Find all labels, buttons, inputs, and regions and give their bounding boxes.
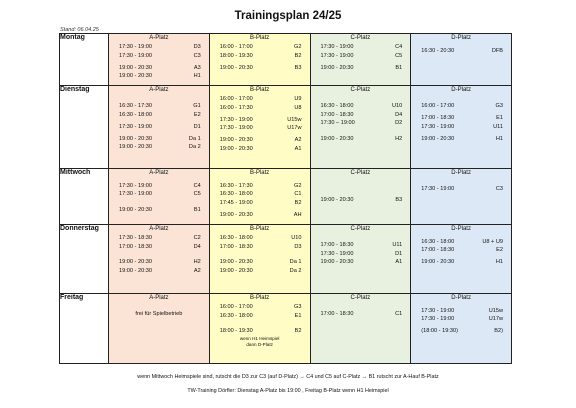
slot-team: DFB — [491, 47, 503, 54]
slot-team: U10 — [291, 235, 302, 241]
cell-c-platz — [310, 34, 411, 86]
slot-time: 19:00 - 20:30 — [421, 135, 455, 142]
training-slot — [109, 72, 209, 81]
training-slot — [210, 124, 310, 133]
field-header: C-Platz — [350, 87, 371, 93]
training-slot — [411, 327, 511, 336]
slot-time: 17:30 - 19:00 — [320, 250, 354, 257]
field-header: A-Platz — [149, 170, 169, 176]
slot-time: 16:30 - 17:30 — [119, 103, 152, 109]
slot-team: B2 — [294, 199, 302, 206]
slot-time: 16:30 - 18:00 — [219, 312, 253, 319]
slot-time: 16:00 - 17:00 — [219, 44, 253, 50]
slot-team: U8 — [294, 104, 302, 111]
training-slot — [210, 104, 310, 113]
slot-time: 17:30 - 19:00 — [119, 52, 152, 59]
cell-d-platz — [411, 86, 512, 169]
slot-team: AH — [293, 211, 302, 218]
slot-team: C2 — [193, 235, 201, 241]
slot-team: H2 — [193, 259, 201, 265]
slot-time: 19:00 - 20:30 — [219, 267, 253, 274]
day-label: Dienstag — [60, 86, 109, 169]
training-slot — [210, 243, 310, 252]
cell-a-platz — [109, 169, 210, 225]
small-note: wenn H1 Heimspiel — [239, 335, 280, 341]
slot-time: 16:30 - 20:30 — [421, 47, 455, 54]
cell-a-platz — [109, 34, 210, 86]
slot-team: D3 — [193, 44, 201, 50]
slot-team: Da 2 — [188, 144, 201, 150]
slot-time: 19:00 - 20:30 — [320, 135, 354, 142]
training-slot — [210, 116, 310, 125]
slot-team: H1 — [495, 135, 503, 142]
slot-team: D2 — [395, 120, 403, 126]
training-slot — [109, 182, 209, 191]
slot-time: 17:00 - 18:30 — [320, 111, 354, 118]
slot-time: 17:30 - 19:00 — [119, 182, 152, 189]
slot-team: C3 — [193, 52, 201, 59]
training-slot — [311, 102, 411, 111]
training-slot — [311, 43, 411, 52]
slot-team: C5 — [395, 52, 403, 59]
cell-a-platz — [109, 294, 210, 364]
training-slot — [311, 310, 411, 319]
slot-time: 17:30 – 19:00 — [320, 120, 355, 126]
slot-time: 18:00 - 19:30 — [219, 328, 253, 334]
training-slot — [210, 182, 310, 191]
cell-c-platz — [310, 86, 411, 169]
cell-a-platz — [109, 225, 210, 294]
cell-c-platz — [310, 294, 411, 364]
slot-team: Da 2 — [289, 267, 302, 274]
training-slot — [210, 64, 310, 73]
training-slot — [109, 123, 209, 132]
training-slot — [109, 102, 209, 111]
training-slot — [109, 52, 209, 61]
slot-time: 17:30 - 19:00 — [219, 125, 253, 131]
slot-team: U15w — [488, 307, 503, 314]
training-slot — [210, 267, 310, 276]
training-slot — [411, 185, 511, 194]
slot-time: 17:30 - 19:00 — [421, 307, 455, 314]
cell-b-platz — [209, 294, 310, 364]
training-slot — [311, 196, 411, 205]
slot-team: D4 — [395, 111, 403, 118]
field-header: B-Platz — [249, 35, 270, 41]
slot-time: 19:00 - 20:30 — [219, 259, 253, 265]
field-header: C-Platz — [350, 226, 371, 232]
slot-team: U11 — [392, 242, 403, 248]
slot-time: 17:30 - 19:00 — [119, 123, 152, 130]
field-header: D-Platz — [451, 170, 471, 176]
slot-team: H1 — [193, 73, 201, 79]
cell-d-platz — [411, 294, 512, 364]
training-slot — [411, 246, 511, 255]
slot-team: U11 — [493, 123, 503, 130]
slot-time: 19:00 - 20:30 — [119, 135, 152, 142]
training-slot — [109, 135, 209, 144]
cell-a-platz — [109, 86, 210, 169]
field-header: A-Platz — [149, 226, 169, 232]
slot-time: 17:30 - 19:00 — [119, 191, 152, 197]
slot-team: B2 — [294, 328, 302, 334]
training-slot — [411, 238, 511, 247]
stand-date: Stand: 06.04.25 — [60, 27, 99, 33]
slot-team: B1 — [193, 206, 201, 213]
training-slot — [109, 143, 209, 152]
training-slot — [411, 47, 511, 56]
field-header: A-Platz — [149, 87, 169, 93]
slot-team: E2 — [193, 111, 201, 118]
training-slot — [210, 327, 310, 336]
field-header: C-Platz — [350, 295, 371, 301]
slot-time: 18:00 - 19:30 — [219, 52, 253, 59]
slot-time: 16:30 - 18:00 — [421, 238, 455, 245]
training-slot — [210, 190, 310, 199]
training-slot — [210, 95, 310, 104]
training-slot — [311, 258, 411, 267]
slot-time: 17:30 - 19:00 — [119, 44, 152, 50]
training-slot — [411, 315, 511, 324]
slot-time: 17:30 - 19:00 — [320, 44, 354, 50]
training-slot — [311, 241, 411, 250]
slot-team: G2 — [294, 182, 302, 189]
slot-team: U9 — [294, 96, 302, 102]
slot-team: D4 — [193, 243, 201, 250]
cell-b-platz — [209, 34, 310, 86]
field-header: B-Platz — [249, 170, 270, 176]
slot-team: B2) — [494, 328, 503, 334]
training-slot — [411, 307, 511, 316]
cell-b-platz — [209, 86, 310, 169]
training-slot — [210, 234, 310, 243]
day-row-dienstag — [60, 86, 512, 169]
slot-time: 17:30 - 19:00 — [421, 186, 455, 192]
slot-time: 17:00 - 18:30 — [219, 243, 253, 250]
training-slot — [311, 135, 411, 144]
slot-time: 17:45 - 19:00 — [219, 199, 253, 206]
field-header: D-Platz — [451, 295, 471, 301]
slot-time: 19:00 - 20:30 — [320, 64, 354, 71]
slot-time: 16:30 - 18:00 — [219, 191, 253, 197]
slot-team: U8 + U9 — [482, 238, 503, 245]
day-label: Montag — [60, 34, 109, 86]
slot-time: 19:00 - 20:30 — [119, 144, 152, 150]
slot-team: A1 — [395, 259, 403, 265]
slot-team: B3 — [294, 64, 302, 71]
training-slot — [210, 303, 310, 312]
training-slot — [210, 136, 310, 145]
slot-team: C4 — [193, 182, 201, 189]
slot-team: C4 — [395, 44, 403, 50]
slot-time: 19:00 - 20:30 — [119, 73, 152, 79]
slot-time: 17:00 - 18:30 — [119, 243, 152, 250]
training-slot — [411, 258, 511, 267]
slot-time: 16:30 - 18:00 — [219, 235, 253, 241]
slot-team: E1 — [294, 312, 302, 319]
training-slot — [311, 250, 411, 259]
slot-time: 17:00 - 18:30 — [320, 242, 354, 248]
day-label: Mittwoch — [60, 169, 109, 225]
training-slot — [210, 145, 310, 154]
slot-time: 19:00 - 20:30 — [219, 145, 253, 152]
slot-team: A1 — [294, 145, 302, 152]
slot-team: C3 — [495, 186, 503, 192]
small-note: dann D-Platz — [246, 342, 273, 347]
day-row-montag — [60, 34, 512, 86]
slot-time: 17:00 - 18:30 — [320, 311, 354, 317]
slot-team: B1 — [395, 64, 403, 71]
training-slot — [311, 111, 411, 120]
slot-time: 19:00 - 20:30 — [320, 196, 354, 203]
slot-time: 19:00 - 20:30 — [219, 137, 253, 143]
slot-time: 17:30 - 19:00 — [320, 52, 354, 59]
slot-team: C1 — [395, 311, 403, 317]
slot-team: Da 1 — [289, 259, 302, 265]
slot-team: A2 — [193, 267, 201, 274]
cell-d-platz — [411, 34, 512, 86]
day-label: Freitag — [60, 294, 109, 364]
footer-note-1: wenn Mittwoch Heimspiele sind, rutscht die D3 zur C3 (auf D-Platz) → C4 und C5 auf C-Platz → B1 rutscht zur A-Hauf B-Platz — [137, 374, 439, 380]
page-title: Trainingsplan 24/25 — [234, 10, 342, 22]
training-slot — [210, 43, 310, 52]
slot-team: C5 — [193, 191, 201, 197]
cell-d-platz — [411, 225, 512, 294]
slot-time: 19:00 - 20:30 — [320, 259, 354, 265]
training-slot — [411, 114, 511, 123]
cell-d-platz — [411, 169, 512, 225]
slot-time: 19:00 - 20:30 — [119, 259, 152, 265]
slot-team: U10 — [391, 103, 403, 109]
cell-b-platz — [209, 169, 310, 225]
slot-team: A2 — [294, 137, 302, 143]
day-row-mittwoch — [60, 169, 512, 225]
slot-team: H1 — [495, 259, 503, 265]
slot-time: 19:00 - 20:30 — [219, 64, 253, 71]
training-slot — [109, 258, 209, 267]
cell-c-platz — [310, 169, 411, 225]
training-slot — [411, 135, 511, 144]
slot-team: G3 — [294, 304, 302, 310]
footer-note-2: TW-Training Dörfler: Dienstag A-Platz bis 19:00 , Freitag B-Platz wenn H1 Heimspiel — [187, 388, 389, 394]
cell-b-platz — [209, 225, 310, 294]
training-slot — [210, 199, 310, 208]
field-header: C-Platz — [350, 35, 371, 41]
slot-time: 16:30 - 17:30 — [219, 182, 253, 189]
day-row-donnerstag — [60, 225, 512, 294]
training-slot — [311, 52, 411, 61]
slot-team: Da 1 — [188, 135, 201, 142]
training-slot — [210, 52, 310, 61]
slot-time: 16:00 - 17:30 — [219, 104, 253, 111]
training-slot — [109, 111, 209, 120]
training-slot — [210, 258, 310, 267]
slot-time: 19:00 - 20:30 — [119, 64, 152, 71]
training-slot — [109, 243, 209, 252]
slot-team: U15w — [287, 116, 302, 123]
cell-c-platz — [310, 225, 411, 294]
slot-team: B3 — [395, 196, 403, 203]
slot-time: 17:30 - 19:00 — [421, 123, 455, 130]
field-header: C-Platz — [350, 170, 371, 176]
training-slot — [109, 64, 209, 73]
slot-team: U17w — [488, 316, 503, 322]
slot-time: 16:30 - 18:00 — [320, 103, 354, 109]
slot-time: 17:30 - 19:00 — [219, 116, 253, 123]
slot-time: 19:00 - 20:30 — [421, 259, 455, 265]
slot-time: 19:00 - 20:30 — [219, 211, 253, 218]
training-slot — [311, 64, 411, 73]
training-slot — [109, 206, 209, 215]
slot-time: (18:00 - 19:30) — [421, 328, 458, 334]
slot-time: 16:00 - 17:00 — [219, 304, 253, 310]
slot-time: 19:00 - 20:30 — [119, 206, 152, 213]
slot-team: G2 — [294, 44, 302, 50]
training-slot — [109, 43, 209, 52]
field-header: D-Platz — [451, 35, 471, 41]
field-header: A-Platz — [149, 35, 169, 41]
slot-time: 19:00 - 20:30 — [119, 267, 152, 274]
slot-time: 17:30 - 19:00 — [421, 316, 455, 322]
slot-team: U17w — [287, 125, 302, 131]
slot-team: D1 — [395, 250, 403, 257]
training-slot — [109, 190, 209, 199]
training-slot — [411, 123, 511, 132]
field-header: B-Platz — [249, 226, 270, 232]
slot-team: H2 — [395, 135, 403, 142]
slot-time: 17:00 - 18:30 — [421, 247, 455, 253]
slot-team: E2 — [496, 247, 503, 253]
slot-team: D1 — [193, 123, 201, 130]
field-header: B-Platz — [249, 295, 270, 301]
slot-time: 16:00 - 17:00 — [219, 96, 253, 102]
slot-time: 16:30 - 18:00 — [119, 111, 152, 118]
slot-time: 16:00 - 17:00 — [421, 103, 455, 109]
training-slot — [210, 312, 310, 321]
training-slot — [210, 211, 310, 220]
field-header: B-Platz — [249, 87, 270, 93]
slot-time: 17:00 - 18:30 — [421, 115, 455, 121]
slot-team: C1 — [294, 191, 302, 197]
training-slot — [411, 102, 511, 111]
special-note: frei für Spielbetrieb — [135, 311, 183, 317]
training-slot — [311, 119, 411, 128]
training-slot — [109, 267, 209, 276]
slot-time: 17:30 - 18:30 — [119, 235, 152, 241]
field-header: D-Platz — [451, 226, 471, 232]
slot-team: A3 — [193, 64, 201, 71]
day-label: Donnerstag — [60, 225, 109, 294]
slot-team: B2 — [294, 52, 302, 59]
field-header: D-Platz — [451, 87, 471, 93]
slot-team: D3 — [294, 243, 302, 250]
field-header: A-Platz — [149, 295, 169, 301]
slot-team: E1 — [496, 115, 503, 121]
slot-team: G3 — [495, 103, 503, 109]
training-slot — [109, 234, 209, 243]
slot-team: G1 — [193, 103, 201, 109]
training-schedule-table — [59, 33, 512, 364]
day-row-freitag — [60, 294, 512, 364]
